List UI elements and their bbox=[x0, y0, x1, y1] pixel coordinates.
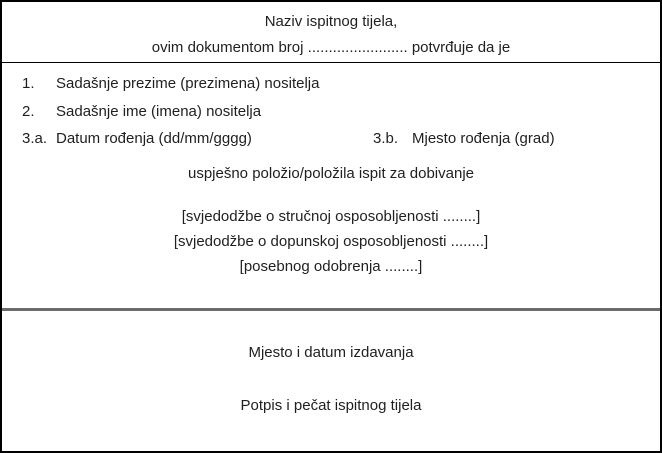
field-label-birthdate: Datum rođenja (dd/mm/gggg) bbox=[56, 130, 252, 147]
issuing-body-title: Naziv ispitnog tijela, bbox=[264, 13, 398, 30]
footer-divider bbox=[2, 308, 660, 311]
field-label-surname: Sadašnje prezime (prezimena) nositelja bbox=[56, 75, 320, 92]
certificate-option-professional: [svjedodžbe o stručnoj osposobljenosti ........] bbox=[181, 208, 481, 225]
place-date-label: Mjesto i datum izdavanja bbox=[248, 344, 414, 361]
field-number: 3.a. bbox=[22, 130, 48, 147]
signature-stamp-label: Potpis i pečat ispitnog tijela bbox=[240, 397, 422, 414]
field-number: 2. bbox=[22, 103, 35, 120]
field-number: 3.b. bbox=[373, 130, 399, 147]
field-label-birthplace: Mjesto rođenja (grad) bbox=[412, 130, 555, 147]
document-number-line: ovim dokumentom broj ........................ potvrđuje da je bbox=[151, 39, 511, 56]
certificate-option-special: [posebnog odobrenja ........] bbox=[239, 258, 423, 275]
certificate-option-supplementary: [svjedodžbe o dopunskoj osposobljenosti ........] bbox=[173, 233, 489, 250]
header-divider bbox=[2, 62, 660, 63]
field-label-firstname: Sadašnje ime (imena) nositelja bbox=[56, 103, 262, 120]
field-number: 1. bbox=[22, 75, 35, 92]
exam-statement: uspješno položio/položila ispit za dobivanje bbox=[187, 165, 475, 182]
field-row-firstname bbox=[2, 103, 660, 121]
field-row-birth bbox=[2, 130, 660, 148]
field-row-surname bbox=[2, 75, 660, 93]
